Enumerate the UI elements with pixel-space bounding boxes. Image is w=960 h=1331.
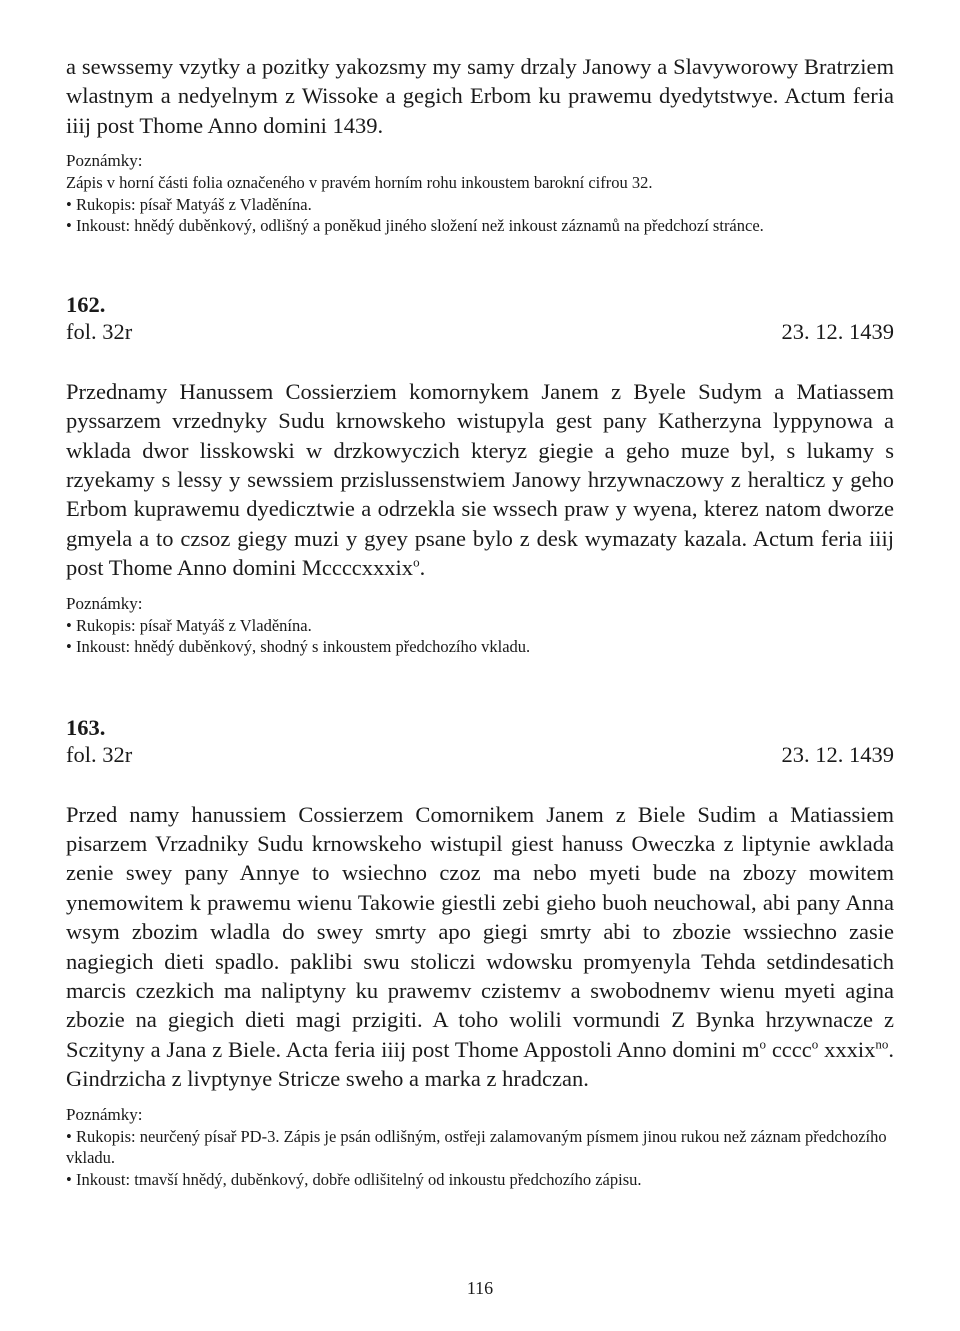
page-content [66,52,894,1190]
entry-header [66,741,894,768]
note-item: • Rukopis: písař Matyáš z Vladěnína. [66,615,312,635]
entry-162 [66,291,894,658]
entry-number: 162. [66,291,106,317]
note-item: • Inkoust: hnědý duběnkový, shodný s inkoustem předchozího vkladu. [66,637,531,657]
entry-date: 23. 12. 1439 [781,741,894,767]
folio-label: fol. 32r [66,741,133,767]
note-item: Zápis v horní části folia označeného v pravém horním rohu inkoustem barokní cifrou 32. [66,173,653,193]
entry-161-text: a sewssemy vzytky a pozitky yakozsmy my samy drzaly Janowy a Slavyworowy Bratrziem wlastnym a nedyelnym z Wissoke a gegich Erbom ku prawemu dyedytstwye. Actum feria iiij post Thome Anno domini 1439. [66,54,894,138]
notes-label: Poznámky: [66,593,143,613]
notes-list [66,615,894,658]
folio-label: fol. 32r [66,318,133,344]
entry-number: 163. [66,714,106,740]
entry-161-notes [66,172,894,237]
note-item: • Rukopis: neurčený písař PD-3. Zápis je psán odlišným, ostřeji zalamovaným písmem jinou rukou než záznam předchozího vkladu. [66,1126,887,1168]
entry-date: 23. 12. 1439 [781,318,894,344]
note-item: • Rukopis: písař Matyáš z Vladěnína. [66,194,312,214]
notes-label: Poznámky: [66,1104,143,1124]
entry-163 [66,714,894,1191]
notes-list [66,1126,894,1191]
entry-text: Przednamy Hanussem Cossierziem komornykem Janem z Byele Sudym a Matiassem pyssarzem vrzednyky Sudu krnowskeho wistupyla gest pany Katherzyna lyppynowa a wklada dwor lisskowski w drzkowyczich kteryz giegie a geho muze byl, s lukamy s rzyekamy s lessy y sewssiem przislussenstwiem Janowy hrzywnaczowy z heralticz y geho Erbom kuprawemu dyedicztwie a odrzekla sie wssech praw y wyena, kterez natom dworze gmyela a to czsoz giegy muzi y gyey psane bylo z desk wymazaty kazala. Actum feria iiij post Thome Anno domini Mccccxxxix$^o$. [66,378,894,581]
note-item: • Inkoust: tmavší hnědý, duběnkový, dobře odlišitelný od inkoustu předchozího zápisu. [66,1169,642,1189]
page-number: 116 [466,1278,494,1298]
entry-161-notes-label: Poznámky: [66,151,143,171]
entry-header [66,318,894,345]
entry-text: Przed namy hanussiem Cossierzem Comornikem Janem z Biele Sudim a Matiassiem pisarzem Vrzadniky Sudu krnowskeho wistupil giest hanuss Oweczka z liptynie awklada zenie swey pany Annye to wsiechno czoz ma nebo myeti bude na zbozy mowitem ynemowitem k prawemu wienu Takowie giestli zebi gieho buoh neuchowal, abi pany Anna wsym zbozim wladla do swey smrty apo giegi smrty abi to zbozie wssiechno zasie nagiegich dieti spadlo. paklibi swu stoliczi wdowsku promyenyla Tehda setdindesatich marcis czezkich ma naliptyny ku prawemv czistemv a swobodnemv wienu myeti agina zbozie na giegich dieti magi przigiti. A toho wolili vormundi Z Bynka hrzywnacze z Sczityny a Jana z Biele. Acta feria iiij post Thome Appostoli Anno domini $m^o$ cccc$^o$ xxxix$^{no}$. Gindrzicha z livptynye Stricze sweho a marka z hradczan. [66,801,894,1092]
note-item: • Inkoust: hnědý duběnkový, odlišný a poněkud jiného složení než inkoust záznamů na předchozí stránce. [66,216,764,236]
